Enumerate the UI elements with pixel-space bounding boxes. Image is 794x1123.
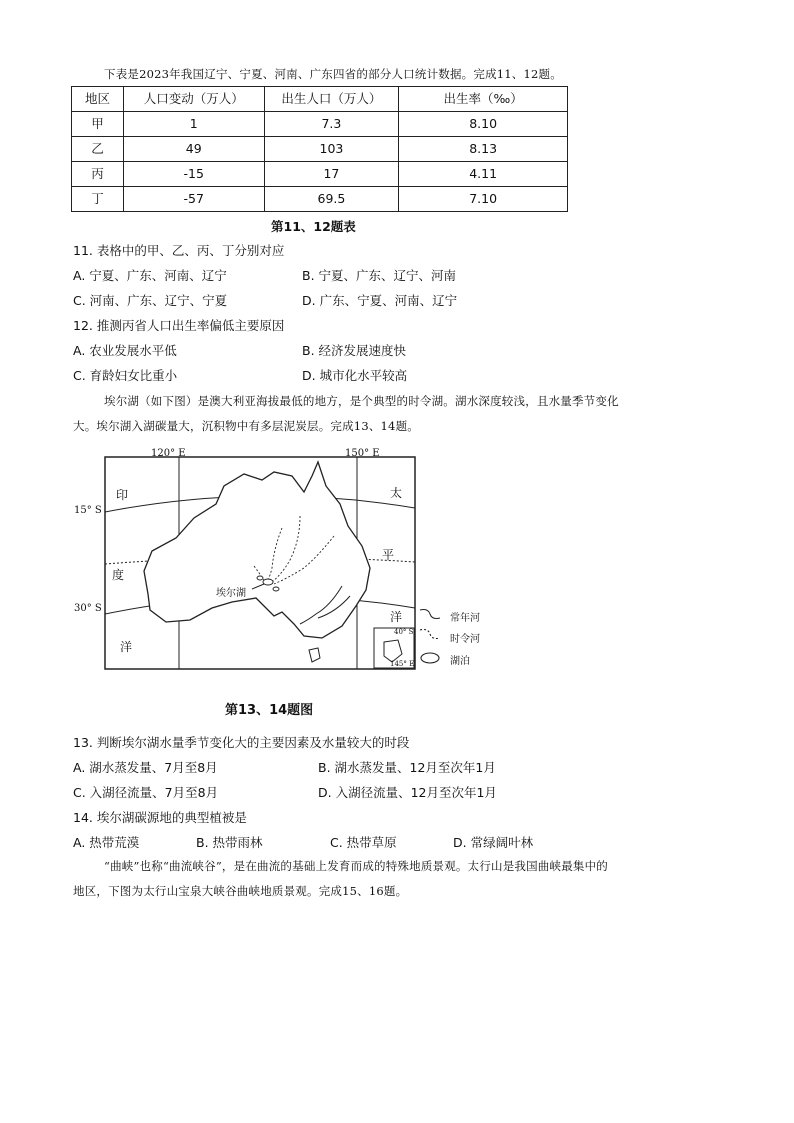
australia-map bbox=[74, 448, 416, 670]
q13-option-a: A. 湖水蒸发量、7月至8月 bbox=[73, 760, 218, 775]
table-cell: 7.3 bbox=[264, 112, 399, 137]
q11-option-d: D. 广东、宁夏、河南、辽宁 bbox=[302, 293, 458, 308]
table-cell: 丁 bbox=[72, 187, 124, 212]
lon-label-120: 120° E bbox=[151, 448, 186, 459]
legend-lake: 湖泊 bbox=[450, 656, 470, 667]
table-cell: -15 bbox=[123, 162, 264, 187]
lake-eyre-label: 埃尔湖 bbox=[216, 588, 246, 599]
lon-label-150: 150° E bbox=[345, 448, 380, 459]
q11-stem: 11. 表格中的甲、乙、丙、丁分别对应 bbox=[73, 243, 285, 258]
intro-13-14-line2: 大。埃尔湖入湖碳量大，沉积物中有多层泥炭层。完成13、14题。 bbox=[73, 419, 419, 433]
ocean-label-tai: 太 bbox=[390, 486, 403, 500]
intro-15-16-line1: “曲峡”也称“曲流峡谷”，是在曲流的基础上发育而成的特殊地质景观。太行山是我国曲峡最集中的 bbox=[104, 859, 609, 873]
population-table bbox=[71, 86, 568, 212]
q12-stem: 12. 推测丙省人口出生率偏低主要原因 bbox=[73, 318, 285, 333]
table-caption: 第11、12题表 bbox=[271, 219, 356, 234]
table-header: 出生率（‰） bbox=[399, 87, 568, 112]
inset-lat-label: 40° S bbox=[394, 628, 414, 636]
q14-option-c: C. 热带草原 bbox=[330, 835, 397, 850]
intro-15-16-line2: 地区，下图为太行山宝泉大峡谷曲峡地质景观。完成15、16题。 bbox=[73, 884, 408, 898]
q14-option-a: A. 热带荒漠 bbox=[73, 835, 140, 850]
table-cell: 丙 bbox=[72, 162, 124, 187]
q12-option-a: A. 农业发展水平低 bbox=[73, 343, 177, 358]
ocean-label-du: 度 bbox=[112, 568, 125, 582]
q13-option-c: C. 入湖径流量、7月至8月 bbox=[73, 785, 219, 800]
q12-option-b: B. 经济发展速度快 bbox=[302, 343, 407, 358]
q14-option-b: B. 热带雨林 bbox=[196, 835, 263, 850]
q11-option-b: B. 宁夏、广东、辽宁、河南 bbox=[302, 268, 457, 283]
legend-seasonal-river: 时令河 bbox=[450, 634, 480, 645]
table-cell: 8.10 bbox=[399, 112, 568, 137]
ocean-label-yang-right: 洋 bbox=[390, 610, 403, 624]
ocean-label-yin: 印 bbox=[116, 488, 129, 502]
table-row bbox=[72, 187, 568, 212]
table-cell: -57 bbox=[123, 187, 264, 212]
q11-option-c: C. 河南、广东、辽宁、宁夏 bbox=[73, 293, 228, 308]
table-header: 地区 bbox=[72, 87, 124, 112]
table-cell: 69.5 bbox=[264, 187, 399, 212]
table-cell: 4.11 bbox=[399, 162, 568, 187]
legend-symbols bbox=[418, 606, 444, 666]
table-header: 人口变动（万人） bbox=[123, 87, 264, 112]
ocean-label-ping: 平 bbox=[382, 548, 395, 562]
lat-label-15: 15° S bbox=[74, 505, 102, 516]
table-row bbox=[72, 137, 568, 162]
table-row bbox=[72, 162, 568, 187]
intro-11-12: 下表是2023年我国辽宁、宁夏、河南、广东四省的部分人口统计数据。完成11、12题。 bbox=[104, 67, 562, 81]
legend-perennial-river: 常年河 bbox=[450, 613, 480, 624]
table-cell: 8.13 bbox=[399, 137, 568, 162]
table-cell: 103 bbox=[264, 137, 399, 162]
intro-13-14-line1: 埃尔湖（如下图）是澳大利亚海拔最低的地方，是个典型的时令湖。湖水深度较浅，且水量季节变化 bbox=[104, 394, 619, 408]
table-row bbox=[72, 112, 568, 137]
table-cell: 甲 bbox=[72, 112, 124, 137]
q14-option-d: D. 常绿阔叶林 bbox=[453, 835, 534, 850]
lat-label-30: 30° S bbox=[74, 603, 102, 614]
q12-option-d: D. 城市化水平较高 bbox=[302, 368, 408, 383]
q14-stem: 14. 埃尔湖碳源地的典型植被是 bbox=[73, 810, 247, 825]
inset-lon-label: 145° E bbox=[390, 660, 415, 668]
q12-option-c: C. 育龄妇女比重小 bbox=[73, 368, 178, 383]
table-cell: 1 bbox=[123, 112, 264, 137]
q13-option-d: D. 入湖径流量、12月至次年1月 bbox=[318, 785, 497, 800]
q13-stem: 13. 判断埃尔湖水量季节变化大的主要因素及水量较大的时段 bbox=[73, 735, 410, 750]
ocean-label-yang-left: 洋 bbox=[120, 640, 133, 654]
table-header: 出生人口（万人） bbox=[264, 87, 399, 112]
q13-option-b: B. 湖水蒸发量、12月至次年1月 bbox=[318, 760, 496, 775]
table-header-row bbox=[72, 87, 568, 112]
table-cell: 17 bbox=[264, 162, 399, 187]
table-cell: 乙 bbox=[72, 137, 124, 162]
table-cell: 49 bbox=[123, 137, 264, 162]
q11-option-a: A. 宁夏、广东、河南、辽宁 bbox=[73, 268, 227, 283]
map-caption: 第13、14题图 bbox=[225, 703, 314, 718]
table-cell: 7.10 bbox=[399, 187, 568, 212]
